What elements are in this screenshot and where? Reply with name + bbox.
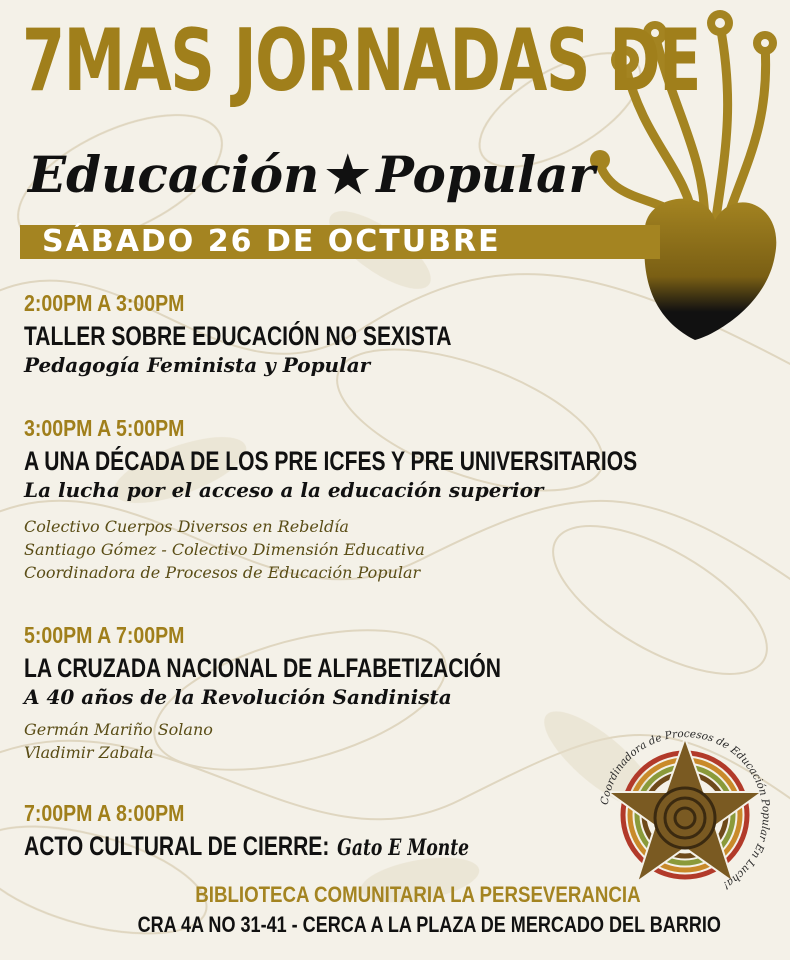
event-title: 7MAS JORNADAS DE	[22, 11, 701, 111]
session-title: TALLER SOBRE EDUCACIÓN NO SEXISTA	[24, 321, 452, 351]
session-title: A UNA DÉCADA DE LOS PRE ICFES Y PRE UNIVERSITARIOS	[24, 446, 638, 476]
venue-address: CRA 4A NO 31-41 - CERCA A LA PLAZA DE MERCADO DEL BARRIO	[137, 912, 721, 937]
session-4	[24, 800, 595, 864]
venue-name: BIBLIOTECA COMUNITARIA LA PERSEVERANCIA	[195, 882, 641, 907]
speaker: Santiago Gómez - Colectivo Dimensión Educativa	[24, 540, 425, 559]
event-subtitle	[28, 145, 595, 204]
speaker: Vladimir Zabala	[24, 743, 154, 762]
speaker: Coordinadora de Procesos de Educación Popular	[24, 563, 421, 582]
session-time: 3:00PM A 5:00PM	[24, 415, 185, 441]
star-icon: ★	[325, 145, 371, 204]
logo-ring-text: Coordinadora de Procesos de Educación Popular En Lucha!	[598, 727, 773, 892]
session-2	[24, 415, 790, 584]
session-time: 5:00PM A 7:00PM	[24, 622, 185, 648]
session-time: 7:00PM A 8:00PM	[24, 800, 185, 826]
speaker: Colectivo Cuerpos Diversos en Rebeldía	[24, 517, 349, 536]
session-1	[24, 290, 572, 378]
session-3	[24, 622, 635, 764]
subtitle-left: Educación	[28, 145, 320, 204]
session-subtitle: A 40 años de la Revolución Sandinista	[24, 685, 452, 709]
session-title: ACTO CULTURAL DE CIERRE:	[24, 831, 330, 861]
session-subtitle: La lucha por el acceso a la educación superior	[24, 478, 544, 502]
session-title: LA CRUZADA NACIONAL DE ALFABETIZACIÓN	[24, 653, 501, 683]
subtitle-right: Popular	[376, 145, 595, 204]
session-subtitle: Pedagogía Feminista y Popular	[24, 353, 371, 377]
performer-name: Gato E Monte	[337, 835, 470, 861]
event-date: SÁBADO 26 DE OCTUBRE	[42, 224, 501, 259]
session-time: 2:00PM A 3:00PM	[24, 290, 185, 316]
session-title-row	[24, 830, 469, 864]
speaker: Germán Mariño Solano	[24, 720, 213, 739]
